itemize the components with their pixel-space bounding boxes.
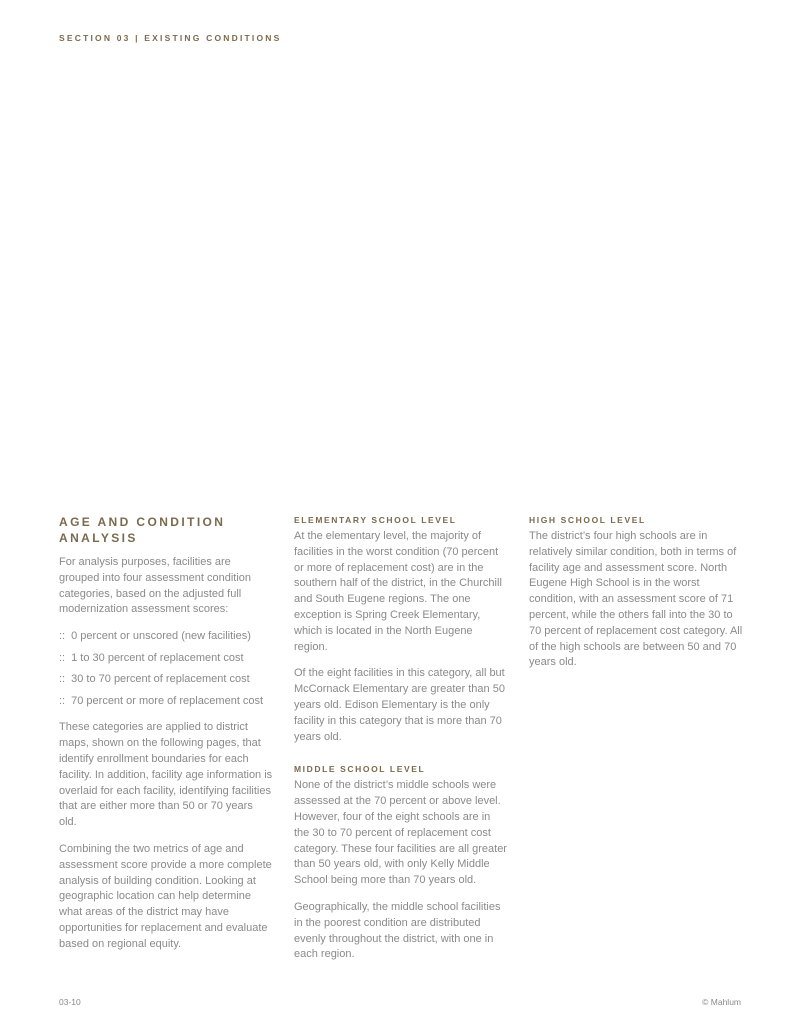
copyright: © Mahlum: [702, 997, 741, 1007]
list-item: [59, 672, 273, 688]
page-number: 03-10: [59, 997, 81, 1007]
elementary-title: ELEMENTARY SCHOOL LEVEL: [294, 515, 457, 525]
column-age-condition: [59, 514, 273, 964]
elementary-paragraph-1: At the elementary level, the majority of facilities in the worst condition (70 percent or more of replacement cost) are in the southern half of the district, in the Churchill and South Eugene regions. The one exception is Spring Creek Elementary, which is located in the North Eugene region.: [294, 530, 502, 653]
bullet-mark: ::: [59, 651, 66, 664]
list-item-text: 70 percent or more of replacement cost: [71, 694, 264, 707]
intro-paragraph: For analysis purposes, facilities are grouped into four assessment condition categories, based on the adjusted full modernization assessment scores:: [59, 556, 252, 616]
list-item-text: 30 to 70 percent of replacement cost: [71, 673, 250, 686]
list-item: [59, 694, 273, 710]
column-high-school: [529, 514, 743, 682]
metrics-paragraph: Combining the two metrics of age and assessment score provide a more complete analysis of building condition. Looking at geographic location can help determine what areas of the district may have opportunities for replacement and evaluate based on regional equity.: [59, 843, 272, 950]
middle-paragraph-1: None of the district’s middle schools were assessed at the 70 percent or above level. However, four of the eight schools are in the 30 to 70 percent of replacement cost category. These four facilities are all greater than 50 years old, with only Kelly Middle School being more than 70 years old.: [294, 779, 507, 887]
bullet-mark: ::: [59, 694, 66, 707]
high-title: HIGH SCHOOL LEVEL: [529, 515, 646, 525]
condition-category-list: [59, 629, 273, 709]
column-elementary-middle: [294, 514, 508, 974]
list-item-text: 1 to 30 percent of replacement cost: [71, 651, 244, 664]
elementary-paragraph-2: Of the eight facilities in this category, all but McCornack Elementary are greater than 50 years old. Edison Elementary is the only facility in this category that is more than 70 years old.: [294, 667, 505, 743]
bullet-mark: ::: [59, 673, 66, 686]
bullet-mark: ::: [59, 630, 66, 643]
age-condition-title: AGE AND CONDITION ANALYSIS: [59, 515, 226, 545]
section-header: SECTION 03 | EXISTING CONDITIONS: [59, 33, 282, 43]
high-paragraph-1: The district’s four high schools are in relatively similar condition, both in terms of facility age and assessment score. North Eugene High School is in the worst condition, with an assessment score of 71 percent, while the others fall into the 30 to 70 percent of replacement cost category. All of the high schools are between 50 and 70 years old.: [529, 530, 743, 669]
middle-title: MIDDLE SCHOOL LEVEL: [294, 764, 426, 775]
list-item: [59, 651, 273, 667]
categories-paragraph: These categories are applied to district maps, shown on the following pages, that identify enrollment boundaries for each facility. In addition, facility age information is overlaid for each facility, identifying facilities that are either more than 50 or 70 years old.: [59, 721, 273, 829]
list-item-text: 0 percent or unscored (new facilities): [71, 630, 251, 643]
middle-paragraph-2: Geographically, the middle school facilities in the poorest condition are distributed evenly throughout the district, with one in each region.: [294, 900, 501, 961]
list-item: [59, 629, 273, 645]
